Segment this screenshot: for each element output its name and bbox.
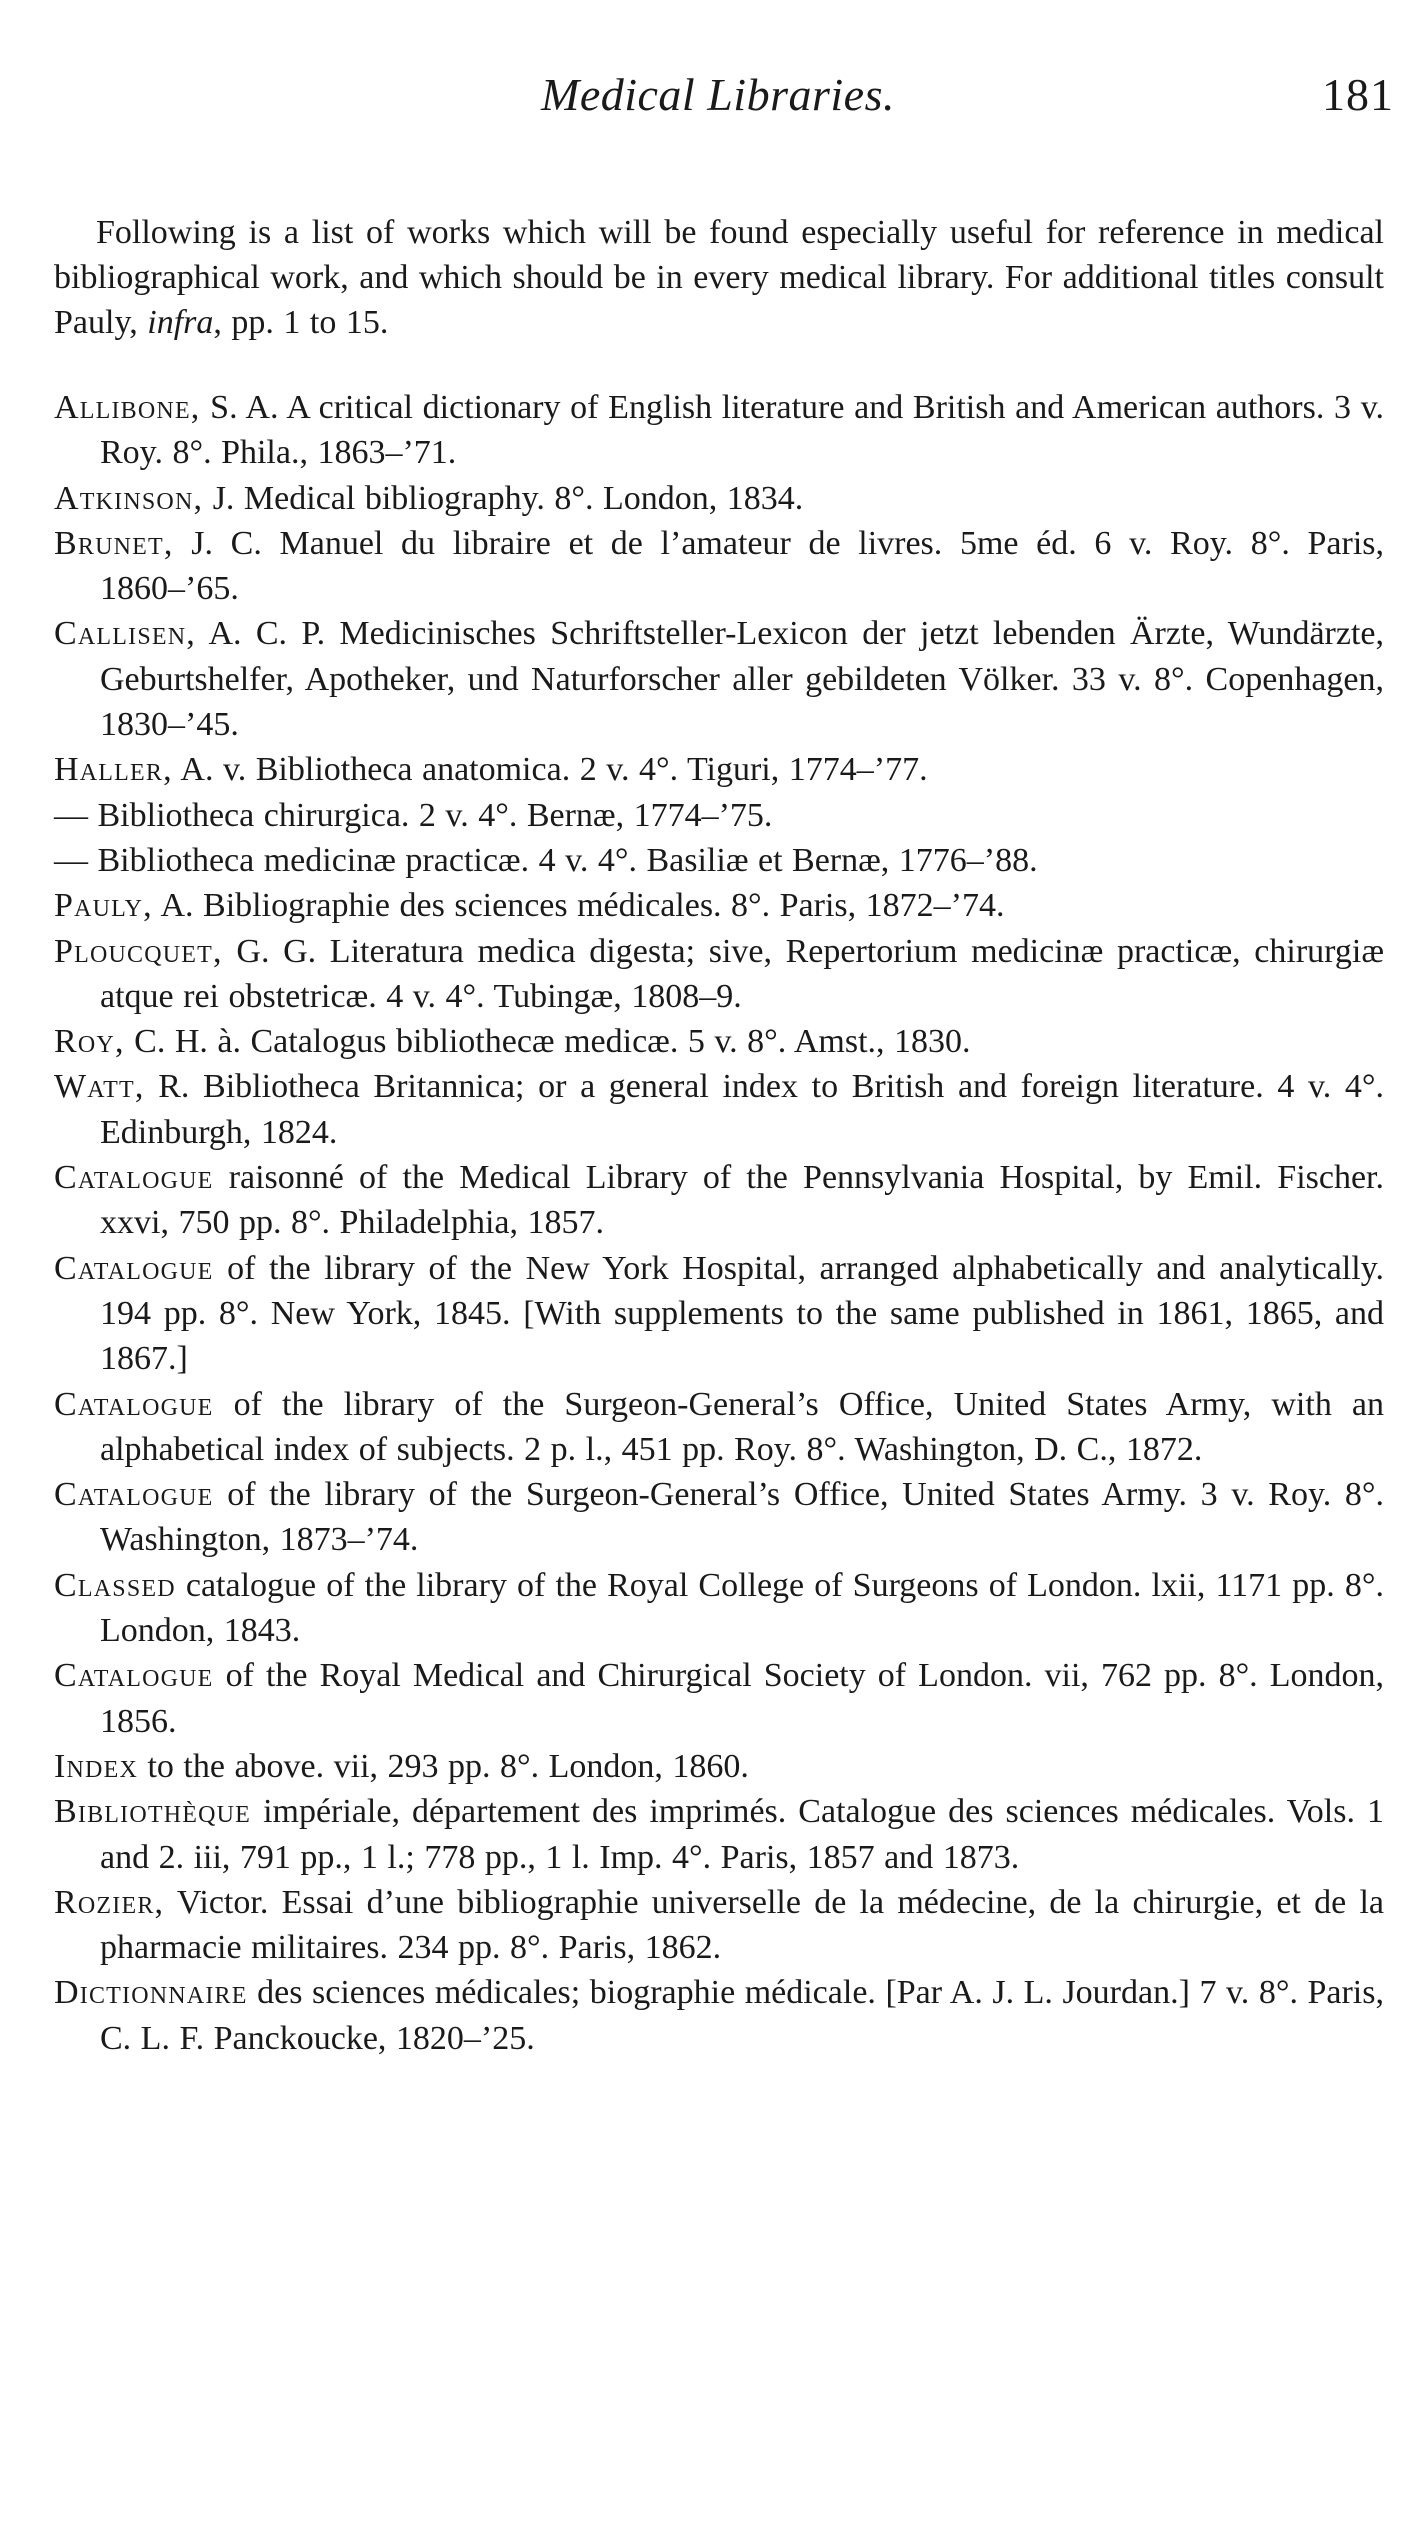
entry-head: Catalogue [54,1385,214,1423]
entry-text: A. v. Bibliotheca anatomica. 2 v. 4°. Tiguri, 1774–’77. [172,751,928,789]
entry-head: Index [54,1747,138,1785]
entry-text: G. G. Literatura medica digesta; sive, Repertorium medicinæ practicæ, chirurgiæ atque rei obstetricæ. 4 v. 4°. Tubingæ, 1808–9. [100,932,1384,1015]
entry-head: Bibliothèque [54,1793,252,1831]
entry-head: Callisen, [54,615,196,653]
bibliography-list [54,385,1384,2061]
entry-head: Catalogue [54,1249,214,1287]
entry-text: A. C. P. Medicinisches Schriftsteller-Lexicon der jetzt lebenden Ärzte, Wundärzte, Geburtshelfer, Apotheker, und Naturforscher aller gebildeten Völker. 33 v. 8°. Copenhagen, 1830–’45. [100,615,1384,744]
entry-text: to the above. vii, 293 pp. 8°. London, 1860. [137,1747,749,1785]
entry-head: Atkinson, [54,479,204,517]
entry-head: Catalogue [54,1476,214,1514]
entry-text: of the Royal Medical and Chirurgical Society of London. vii, 762 pp. 8°. London, 1856. [100,1657,1384,1740]
entry-head: Brunet, [54,524,174,562]
bibliography-entry [54,929,1384,1020]
entry-head: Haller, [54,751,173,789]
entry-text: raisonné of the Medical Library of the Pennsylvania Hospital, by Emil. Fischer. xxvi, 750 pp. 8°. Philadelphia, 1857. [100,1159,1384,1242]
page-number: 181 [1322,69,1394,120]
intro-text-before: Following is a list of works which will be found especially useful for reference in medical bibliographical work, and which should be in every medical library. For additional titles consult Pauly, [54,214,1384,341]
entry-text: Bibliotheca medicinæ practicæ. 4 v. 4°. Basiliæ et Bernæ, 1776–’88. [88,841,1038,879]
bibliography-entry [54,1064,1384,1155]
entry-text: A. Bibliographie des sciences médicales. 8°. Paris, 1872–’74. [152,887,1005,925]
bibliography-entry [54,883,1384,928]
bibliography-entry [54,1789,1384,1880]
entry-head: Dictionnaire [54,1974,248,2012]
bibliography-entry [54,1653,1384,1744]
page [54,60,1394,2061]
bibliography-entry [54,1744,1384,1789]
entry-text: of the library of the Surgeon-General’s Office, United States Army. 3 v. Roy. 8°. Washington, 1873–’74. [100,1476,1384,1559]
bibliography-entry [54,611,1384,747]
bibliography-entry [54,1472,1384,1563]
entry-head: — [54,796,88,834]
entry-text: J. Medical bibliography. 8°. London, 1834. [203,479,804,517]
bibliography-entry [54,1382,1384,1473]
entry-head: Catalogue [54,1657,214,1695]
entry-head: Catalogue [54,1159,214,1197]
entry-head: Pauly, [54,887,153,925]
entry-head: Classed [54,1566,176,1604]
entry-text: catalogue of the library of the Royal College of Surgeons of London. lxii, 1171 pp. 8°. London, 1843. [100,1566,1384,1650]
running-head [54,60,1394,130]
intro-paragraph [54,210,1384,345]
entry-text: of the library of the Surgeon-General’s Office, United States Army, with an alphabetical index of subjects. 2 p. l., 451 pp. Roy. 8°. Washington, D. C., 1872. [100,1385,1384,1468]
entry-head: Allibone, [54,389,201,426]
intro-italic-term: infra [147,304,214,341]
bibliography-entry [54,838,1384,883]
bibliography-entry [54,385,1384,476]
entry-text: impériale, département des imprimés. Catalogue des sciences médicales. Vols. 1 and 2. iii, 791 pp., 1 l.; 778 pp., 1 l. Imp. 4°. Paris, 1857 and 1873. [100,1793,1384,1876]
bibliography-entry [54,521,1384,612]
entry-text: Victor. Essai d’une bibliographie universelle de la médecine, de la chirurgie, et de la pharmacie militaires. 234 pp. 8°. Paris, 1862. [100,1883,1384,1967]
entry-text: J. C. Manuel du libraire et de l’amateur de livres. 5me éd. 6 v. Roy. 8°. Paris, 1860–’65. [100,524,1384,608]
entry-text: Bibliotheca chirurgica. 2 v. 4°. Bernæ, 1774–’75. [88,796,773,834]
entry-head: Rozier, [54,1883,165,1921]
bibliography-entry [54,476,1384,521]
bibliography-entry [54,793,1384,838]
entry-text: des sciences médicales; biographie médicale. [Par A. J. L. Jourdan.] 7 v. 8°. Paris, C. L. F. Panckoucke, 1820–’25. [100,1974,1384,2057]
intro-text-after: , pp. 1 to 15. [213,304,389,341]
running-title: Medical Libraries. [541,69,895,120]
bibliography-entry [54,747,1384,792]
bibliography-entry [54,1246,1384,1382]
entry-text: S. A. A critical dictionary of English literature and British and American authors. 3 v. Roy. 8°. Phila., 1863–’71. [100,389,1384,472]
bibliography-entry [54,1155,1384,1246]
bibliography-entry [54,1880,1384,1971]
entry-text: of the library of the New York Hospital, arranged alphabetically and analytically. 194 pp. 8°. New York, 1845. [With supplements to the same published in 1861, 1865, and 1867.] [100,1249,1384,1378]
entry-head: — [54,841,88,879]
bibliography-entry [54,1563,1384,1654]
bibliography-entry [54,1019,1384,1064]
entry-head: Watt, [54,1068,145,1106]
entry-text: R. Bibliotheca Britannica; or a general index to British and foreign literature. 4 v. 4°. Edinburgh, 1824. [100,1068,1384,1151]
entry-head: Ploucquet, [54,932,223,970]
entry-text: C. H. à. Catalogus bibliothecæ medicæ. 5 v. 8°. Amst., 1830. [124,1023,971,1061]
entry-head: Roy, [54,1023,125,1061]
bibliography-entry [54,1970,1384,2061]
